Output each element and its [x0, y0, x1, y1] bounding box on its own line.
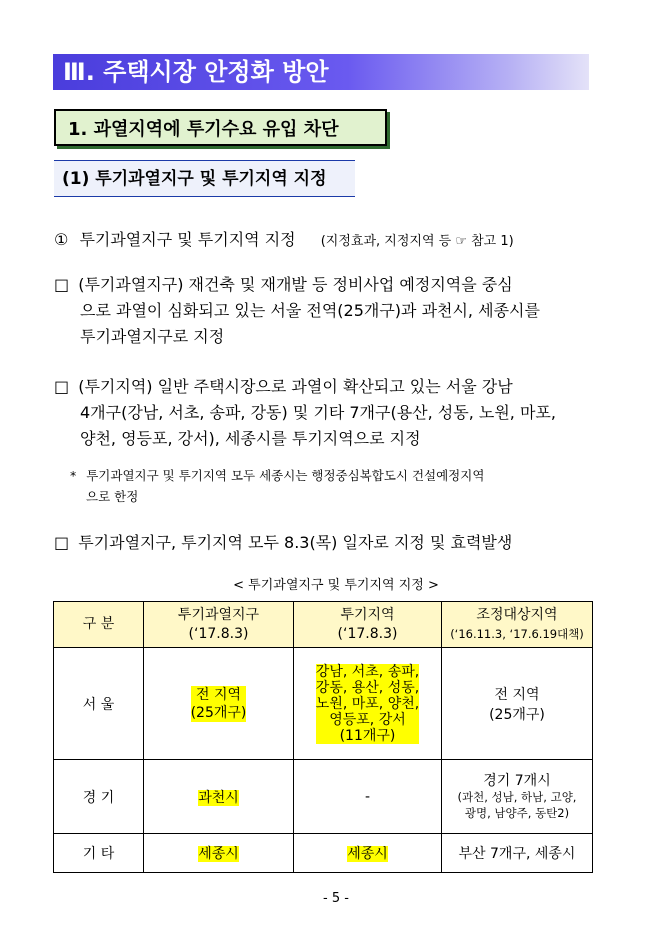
gyeonggi-c3-line-2: (과천, 성남, 하남, 고양,: [457, 789, 577, 804]
bullet-speculation-area: [54, 374, 599, 452]
footnote-line-1: 투기과열지구 및 투기지역 모두 세종시는 행정중심복합도시 건설예정지역: [86, 468, 485, 483]
bullet-2-line-1: (투기지역) 일반 주택시장으로 과열이 확산되고 있는 서울 강남: [78, 377, 513, 396]
asterisk-mark: *: [70, 468, 77, 483]
gyeonggi-speculation-cell: -: [294, 760, 442, 834]
table-header-row: [54, 602, 593, 648]
seoul-c2-line-5: (11개구): [339, 727, 396, 744]
header-c2-date: (‘17.8.3): [337, 625, 398, 642]
header-c1-date: (‘17.8.3): [188, 625, 249, 642]
footnote: [70, 465, 600, 507]
header-c3-date: (‘16.11.3, ‘17.6.19대책): [450, 626, 584, 641]
row-label-seoul: 서 울: [54, 648, 144, 760]
seoul-c2-line-4: 영등포, 강서: [329, 711, 406, 728]
item-1-reference: (지정효과, 지정지역 등 ☞ 참고 1): [320, 234, 514, 249]
etc-speculation-cell: [294, 834, 442, 873]
row-label-etc: 기 타: [54, 834, 144, 873]
table-caption: < 투기과열지구 및 투기지역 지정 >: [233, 578, 439, 593]
circled-number-marker: ①: [54, 230, 69, 249]
bullet-2-line-3: 양천, 영등포, 강서), 세종시를 투기지역으로 지정: [80, 429, 421, 448]
header-category: 구 분: [54, 602, 144, 648]
seoul-c2-line-1: 강남, 서초, 송파,: [315, 663, 420, 680]
bullet-1-line-1: (투기과열지구) 재건축 및 재개발 등 정비사업 예정지역을 중심: [78, 275, 513, 294]
gyeonggi-overheated-cell: [144, 760, 294, 834]
header-c1-title: 투기과열지구: [177, 606, 260, 623]
seoul-c3-line-2: (25개구): [489, 706, 545, 723]
seoul-c3-line-1: 전 지역: [494, 686, 540, 703]
highlight: 세종시: [347, 846, 388, 862]
row-label-gyeonggi: 경 기: [54, 760, 144, 834]
table-row: [54, 648, 593, 760]
highlight: [316, 664, 419, 744]
header-overheated-district: [144, 602, 294, 648]
bullet-1-line-3: 투기과열지구로 지정: [80, 327, 225, 346]
page-number: - 5 -: [323, 891, 349, 906]
item-1-text: 투기과열지구 및 투기지역 지정: [79, 230, 296, 249]
seoul-c2-line-2: 강동, 용산, 성동,: [315, 679, 420, 696]
seoul-c1-line-2: (25개구): [190, 704, 247, 721]
section-title: Ⅲ. 주택시장 안정화 방안: [53, 54, 589, 90]
header-adjustment-area: [442, 602, 593, 648]
bullet-1-line-2: 으로 과열이 심화되고 있는 서울 전역(25개구)과 과천시, 세종시를: [80, 301, 540, 320]
seoul-adjustment-cell: [442, 648, 593, 760]
bullet-overheated-district: [54, 272, 599, 350]
header-speculation-area: [294, 602, 442, 648]
etc-overheated-cell: [144, 834, 294, 873]
table-row: [54, 834, 593, 873]
item-1: [54, 227, 594, 255]
seoul-c1-line-1: 전 지역: [195, 686, 241, 703]
bullet-effective-date: [54, 530, 599, 556]
table-row: [54, 760, 593, 834]
header-c2-title: 투기지역: [340, 606, 395, 623]
header-c3-title: 조정대상지역: [476, 606, 558, 623]
gyeonggi-c3-line-1: 경기 7개시: [483, 772, 551, 789]
etc-adjustment-cell: 부산 7개구, 세종시: [442, 834, 593, 873]
subsubsection-title: (1) 투기과열지구 및 투기지역 지정: [54, 160, 355, 197]
bullet-3-text: 투기과열지구, 투기지역 모두 8.3(목) 일자로 지정 및 효력발생: [78, 533, 513, 552]
seoul-overheated-cell: [144, 648, 294, 760]
seoul-c2-line-3: 노원, 마포, 양천,: [315, 695, 420, 712]
subsection-title: 1. 과열지역에 투기수요 유입 차단: [54, 109, 387, 146]
designation-table: [53, 601, 593, 873]
checkbox-square-icon: □: [54, 377, 70, 396]
footnote-line-2: 으로 한정: [86, 489, 139, 504]
bullet-2-line-2: 4개구(강남, 서초, 송파, 강동) 및 기타 7개구(용산, 성동, 노원, 마포,: [80, 403, 556, 422]
highlight: 과천시: [198, 789, 239, 806]
gyeonggi-c3-line-3: 광명, 남양주, 동탄2): [464, 805, 570, 820]
seoul-speculation-cell: [294, 648, 442, 760]
checkbox-square-icon: □: [54, 533, 70, 552]
highlight: [191, 686, 247, 722]
checkbox-square-icon: □: [54, 275, 70, 294]
gyeonggi-adjustment-cell: [442, 760, 593, 834]
highlight: 세종시: [198, 846, 239, 862]
